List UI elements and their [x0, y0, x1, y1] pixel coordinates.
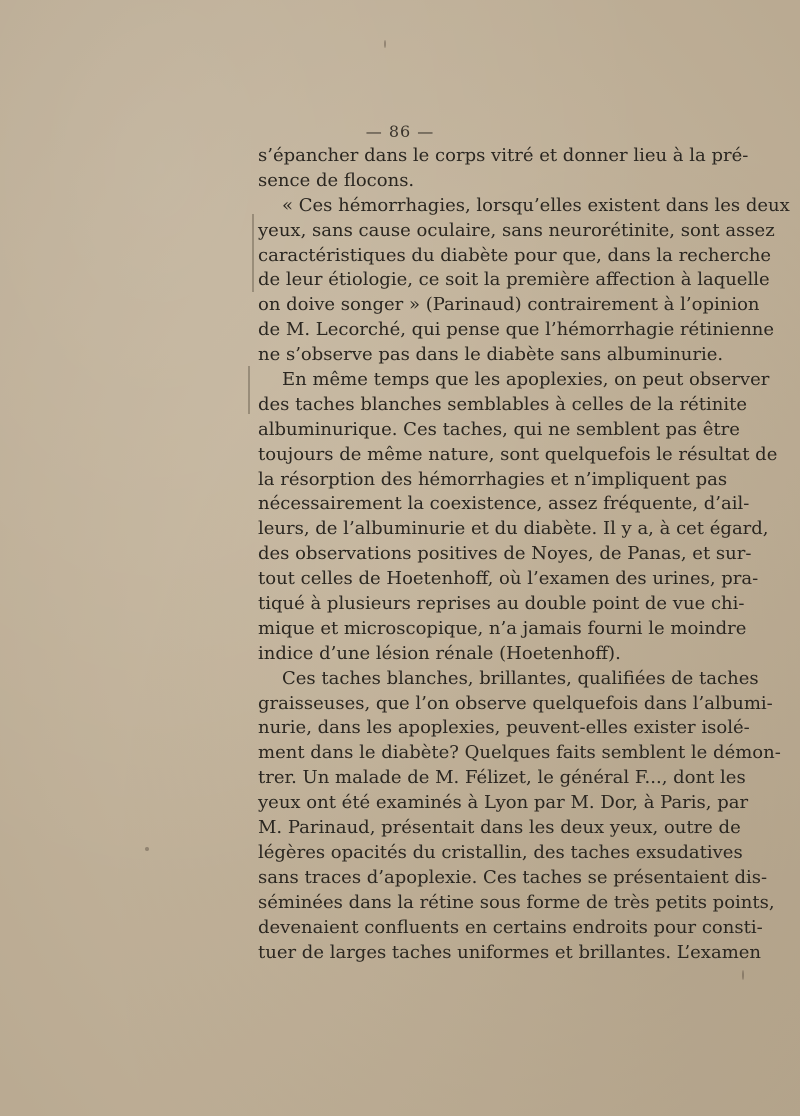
text-line: des taches blanches semblables à celles de la rétinite	[258, 393, 748, 415]
text-line: tuer de larges taches uniformes et brillantes. L’examen	[258, 941, 762, 963]
text-line: mique et microscopique, n’a jamais fourni le moindre	[258, 617, 747, 639]
text-line: yeux, sans cause oculaire, sans neurorétinite, sont assez	[258, 219, 775, 241]
text-line: indice d’une lésion rénale (Hoetenhoff).	[258, 642, 621, 664]
text-line: légères opacités du cristallin, des taches exsudatives	[258, 841, 743, 863]
paper-speck	[742, 970, 744, 980]
margin-pencil-mark	[248, 366, 250, 414]
text-line: on doive songer » (Parinaud) contrairement à l’opinion	[258, 294, 760, 316]
body-text	[258, 144, 790, 965]
text-line: la résorption des hémorrhagies et n’impliquent pas	[258, 468, 728, 490]
text-line: albuminurique. Ces taches, qui ne semblent pas être	[258, 418, 740, 440]
text-line: M. Parinaud, présentait dans les deux yeux, outre de	[258, 817, 741, 839]
text-line: séminées dans la rétine sous forme de très petits points,	[258, 891, 775, 913]
text-line: tiqué à plusieurs reprises au double point de vue chi-	[258, 593, 745, 615]
text-line: trer. Un malade de M. Félizet, le général F..., dont les	[258, 767, 746, 789]
text-line: « Ces hémorrhagies, lorsqu’elles existent dans les deux	[282, 194, 790, 216]
text-line: de leur étiologie, ce soit la première affection à laquelle	[258, 269, 770, 291]
text-line: toujours de même nature, sont quelquefois le résultat de	[258, 443, 778, 465]
text-line: tout celles de Hoetenhoff, où l’examen des urines, pra-	[258, 568, 759, 590]
text-line: yeux ont été examinés à Lyon par M. Dor, à Paris, par	[258, 792, 749, 814]
text-line: sans traces d’apoplexie. Ces taches se présentaient dis-	[258, 866, 768, 888]
text-line: graisseuses, que l’on observe quelquefois dans l’albumi-	[258, 692, 773, 714]
text-line: devenaient confluents en certains endroits pour consti-	[258, 916, 763, 938]
page-number: — 86 —	[365, 122, 435, 141]
text-line: s’épancher dans le corps vitré et donner lieu à la pré-	[258, 145, 749, 166]
text-line: ne s’observe pas dans le diabète sans albuminurie.	[258, 344, 724, 366]
paper-speck	[145, 847, 149, 851]
text-line: Ces taches blanches, brillantes, qualifiées de taches	[282, 667, 759, 689]
text-line: sence de flocons.	[258, 169, 415, 191]
text-line: de M. Lecorché, qui pense que l’hémorrhagie rétinienne	[258, 319, 775, 341]
text-line: des observations positives de Noyes, de Panas, et sur-	[258, 543, 752, 565]
text-line: caractéristiques du diabète pour que, dans la recherche	[258, 244, 772, 266]
margin-pencil-mark	[252, 214, 254, 292]
text-line: ment dans le diabète? Quelques faits semblent le démon-	[258, 742, 781, 764]
text-line: En même temps que les apoplexies, on peut observer	[282, 369, 770, 391]
text-line: nurie, dans les apoplexies, peuvent-elles exister isolé-	[258, 717, 750, 739]
paper-speck	[384, 40, 386, 48]
text-line: leurs, de l’albuminurie et du diabète. Il y a, à cet égard,	[258, 518, 769, 540]
text-line: nécessairement la coexistence, assez fréquente, d’ail-	[258, 493, 750, 515]
